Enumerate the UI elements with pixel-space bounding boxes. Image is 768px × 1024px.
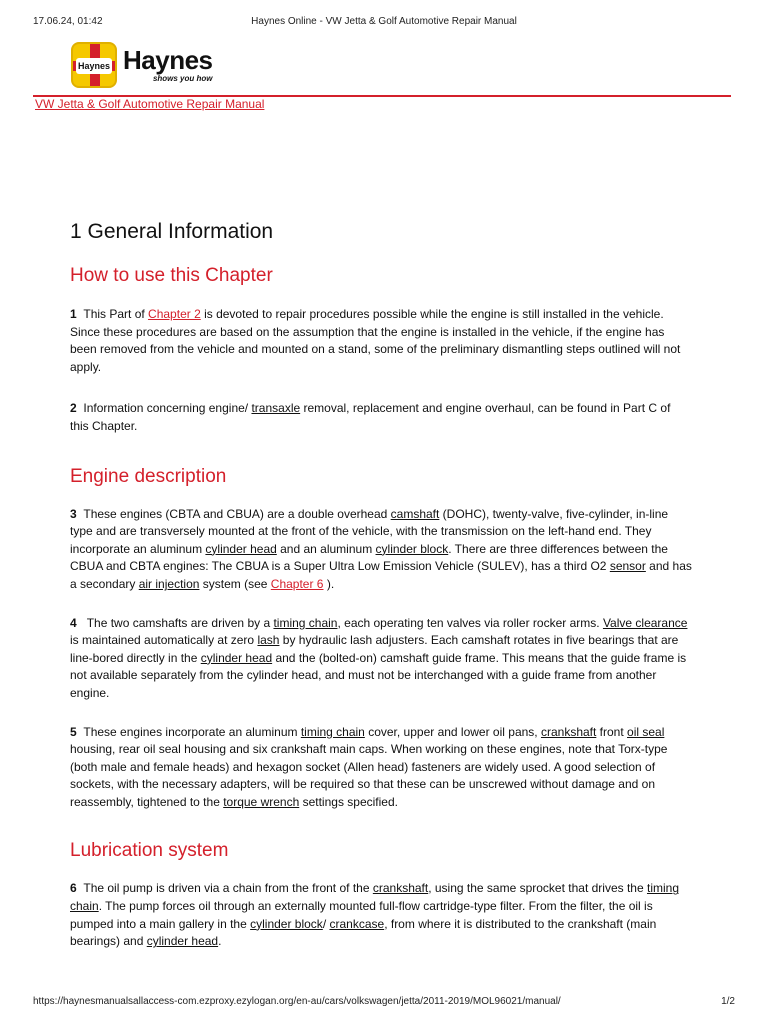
- glossary-term[interactable]: crankshaft: [540, 724, 597, 739]
- page-title: 1 General Information: [70, 220, 274, 243]
- brand-name: Haynes: [123, 45, 213, 75]
- paragraph-3: 3 These engines (CBTA and CBUA) are a double overhead camshaft (DOHC), twenty-valve, five-cylinder, in-line type and are transversely mounted at the front of the vehicle, with the transmission on the left-hand end. They incorporate an aluminum cylinder head and an aluminum cylinder block. There are three differences between the CBUA and CBTA engines: The CBUA is a Super Ultra Low Emission Vehicle (SULEV), has a third O2 sensor and has a secondary air injection system (see Chapter 6 ).: [70, 506, 692, 591]
- haynes-logo[interactable]: [71, 42, 213, 88]
- paragraph-number: 2: [70, 401, 77, 416]
- print-datetime: 17.06.24, 01:42: [33, 16, 103, 27]
- chapter-2-link[interactable]: Chapter 2: [148, 307, 201, 321]
- glossary-term[interactable]: lash: [257, 633, 280, 648]
- section-heading-how-to-use: How to use this Chapter: [70, 265, 273, 286]
- glossary-term[interactable]: crankshaft: [372, 881, 429, 896]
- paragraph-number: 4: [70, 615, 77, 630]
- glossary-term[interactable]: camshaft: [390, 506, 440, 521]
- glossary-term[interactable]: cylinder head: [146, 934, 219, 949]
- glossary-term[interactable]: Valve clearance: [602, 615, 688, 630]
- page-url: https://haynesmanualsallaccess-com.ezproxy.ezylogan.org/en-au/cars/volkswagen/jetta/2011-2019/MOL96021/manual/: [33, 996, 561, 1007]
- paragraph-1: 1 This Part of Chapter 2 is devoted to repair procedures possible while the engine is still installed in the vehicle. Since these procedures are based on the assumption that the engine is installed in the vehicle, if the engine has been removed from the vehicle and mounted on a stand, some of the preliminary dismantling steps outlined will not apply.: [70, 307, 681, 374]
- paragraph-number: 1: [70, 307, 77, 321]
- section-heading-lubrication: Lubrication system: [70, 840, 229, 862]
- paragraph-5: 5 These engines incorporate an aluminum timing chain cover, upper and lower oil pans, crankshaft front oil seal housing, rear oil seal housing and six crankshaft main caps. When working on these engines, note that Torx-type (both male and female heads) and hexagon socket (Allen head) fasteners are widely used. A good selection of sockets, with the necessary adapters, will be required so that these can be unscrewed without damage and on reassembly, tightened to the torque wrench settings specified.: [70, 724, 668, 809]
- section-heading-engine-description: Engine description: [70, 465, 227, 487]
- main-content: [70, 216, 692, 951]
- glossary-term[interactable]: timing chain: [70, 881, 679, 914]
- paragraph-number: 6: [70, 881, 77, 896]
- glossary-term[interactable]: timing chain: [273, 615, 338, 630]
- paragraph-2: 2 Information concerning engine/ transaxle removal, replacement and engine overhaul, can be found in Part C of this Chapter.: [70, 401, 671, 433]
- glossary-term[interactable]: crankcase: [329, 916, 385, 931]
- glossary-term[interactable]: air injection: [138, 576, 200, 591]
- paragraph-number: 3: [70, 506, 77, 521]
- print-footer: [33, 996, 735, 1007]
- glossary-term[interactable]: transaxle: [251, 401, 301, 416]
- haynes-badge-icon: [71, 42, 117, 88]
- glossary-term[interactable]: cylinder head: [200, 650, 273, 665]
- brand-tagline: shows you how: [152, 74, 213, 83]
- print-header: [33, 16, 735, 27]
- wordmark: [123, 47, 213, 83]
- breadcrumb-manual-link[interactable]: VW Jetta & Golf Automotive Repair Manual: [35, 97, 265, 111]
- glossary-term[interactable]: cylinder block: [250, 916, 323, 931]
- glossary-term[interactable]: torque wrench: [223, 794, 300, 809]
- paragraph-number: 5: [70, 724, 77, 739]
- paragraph-4: 4 The two camshafts are driven by a timing chain, each operating ten valves via roller rocker arms. Valve clearance is maintained automatically at zero lash by hydraulic lash adjusters. Each camshaft rotates in five bearings that are line-bored directly in the cylinder head and the (bolted-on) camshaft guide frame. This means that the guide frame is not available separately from the cylinder head, and must not be interchanged with a guide frame from another engine.: [70, 615, 688, 700]
- print-title: Haynes Online - VW Jetta & Golf Automotive Repair Manual: [251, 16, 517, 27]
- chapter-6-link[interactable]: Chapter 6: [270, 576, 324, 591]
- glossary-term[interactable]: timing chain: [300, 724, 365, 739]
- glossary-term[interactable]: oil seal: [627, 724, 665, 739]
- glossary-term[interactable]: sensor: [609, 559, 646, 574]
- badge-text: Haynes: [76, 58, 112, 74]
- glossary-term[interactable]: cylinder head: [205, 541, 277, 556]
- glossary-term[interactable]: cylinder block: [375, 541, 449, 556]
- paragraph-6: 6 The oil pump is driven via a chain from the front of the crankshaft, using the same sprocket that drives the timing chain. The pump forces oil through an externally mounted full-flow cartridge-type filter. From the filter, the oil is pumped into a main gallery in the cylinder block/ crankcase, from where it is distributed to the crankshaft (main bearings) and cylinder head.: [70, 881, 679, 949]
- page-number: 1/2: [721, 996, 735, 1007]
